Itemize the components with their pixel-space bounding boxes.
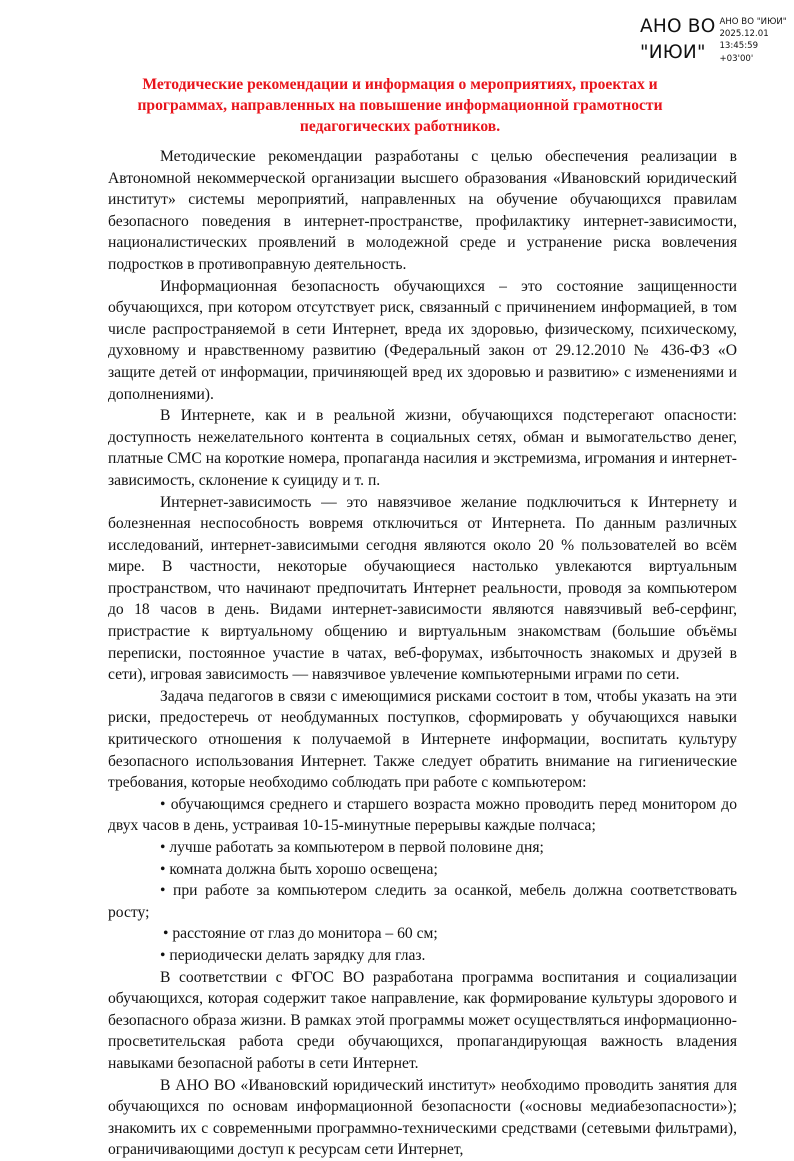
document-body	[108, 146, 737, 1161]
paragraph: Задача педагогов в связи с имеющимися рисками состоит в том, чтобы указать на эти риски, предостеречь от необдуманных поступков, сформировать у обучающихся навыки критического отношения к получаемой в Интернете информации, воспитать культуру безопасного использования Интернет. Также следует обратить внимание на гигиенические требования, которые необходимо соблюдать при работе с компьютером:	[108, 687, 737, 792]
signature-name-line2: "ИЮИ"	[640, 42, 706, 63]
signature-name-line1: АНО ВО	[640, 16, 716, 37]
signature-date: 2025.12.01	[719, 29, 769, 40]
paragraph: В Интернете, как и в реальной жизни, обучающихся подстерегают опасности: доступность нежелательного контента в социальных сетях, обман и вымогательство денег, платные СМС на короткие номера, пропаганда насилия и экстремизма, игромания и интернет-зависимость, склонение к суициду и т. п.	[108, 407, 737, 489]
bullet-item: • комната должна быть хорошо освещена;	[160, 860, 438, 878]
signature-time: 13:45:59	[719, 41, 759, 52]
paragraph: Информационная безопасность обучающихся – это состояние защищенности обучающихся, при котором отсутствует риск, связанный с причинением информацией, в том числе распространяемой в сети Интернет, вреда их здоровью, физическому, психическому, духовному и нравственному развитию (Федеральный закон от 29.12.2010 № 436-ФЗ «О защите детей от информации, причиняющей вред их здоровью и развитию» с изменениями и дополнениями).	[108, 277, 737, 403]
paragraph: В соответствии с ФГОС ВО разработана программа воспитания и социализации обучающихся, которая содержит такое направление, как формирование культуры здорового и безопасного образа жизни. В рамках этой программы может осуществляться информационно-просветительская работа среди обучающихся, пропагандирующая важность владения навыками безопасной работы в сети Интернет.	[108, 968, 737, 1072]
paragraph: В АНО ВО «Ивановский юридический институт» необходимо проводить занятия для обучающихся по основам информационной безопасности («основы медиабезопасности»); знакомить их с современными программно-техническими средствами (сетевыми фильтрами), ограничивающими доступ к ресурсам сети Интернет,	[108, 1076, 737, 1159]
paragraph: Методические рекомендации разработаны с целью обеспечения реализации в Автономной некоммерческой организации высшего образования «Ивановский юридический институт» системы мероприятий, направленных на обучение обучающихся правилам безопасного поведения в интернет-пространстве, профилактику интернет-зависимости, националистических проявлений в молодежной среде и устранение риска вовлечения подростков в противоправную деятельность.	[108, 148, 737, 273]
signature-timezone: +03'00'	[719, 53, 754, 64]
document-title: Методические рекомендации и информация о мероприятиях, проектах и программах, направленных на повышение информационной грамотности педагогических работников.	[137, 76, 663, 135]
paragraph: Интернет-зависимость — это навязчивое желание подключиться к Интернету и болезненная неспособность вовремя отключиться от Интернета. По данным различных исследований, интернет-зависимыми сегодня являются около 20 % пользователей во всём мире. В частности, некоторые обучающиеся настолько увлекаются виртуальным пространством, что начинают предпочитать Интернет реальности, проводя за компьютером до 18 часов в день. Видами интернет-зависимости являются навязчивый веб-серфинг, пристрастие к виртуальному общению и виртуальным знакомствам (большие объёмы переписки, постоянное участие в чатах, веб-форумах, избыточность знакомых и друзей в сети), игровая зависимость — навязчивое увлечение компьютерными играми по сети.	[108, 493, 737, 684]
bullet-item: • при работе за компьютером следить за осанкой, мебель должна соответствовать росту;	[108, 882, 737, 921]
bullet-item: • обучающимся среднего и старшего возраста можно проводить перед монитором до двух часов в день, устраивая 10-15-минутные перерывы каждые полчаса;	[108, 795, 737, 835]
bullet-item: • периодически делать зарядку для глаз.	[160, 946, 426, 964]
signature-name	[640, 14, 715, 66]
digital-signature-stamp	[640, 14, 787, 66]
signature-details	[719, 16, 786, 66]
bullet-item: • лучше работать за компьютером в первой половине дня;	[160, 839, 544, 856]
signature-signer: АНО ВО "ИЮИ"	[719, 17, 787, 27]
bullet-item: • расстояние от глаз до монитора – 60 см;	[163, 925, 438, 943]
